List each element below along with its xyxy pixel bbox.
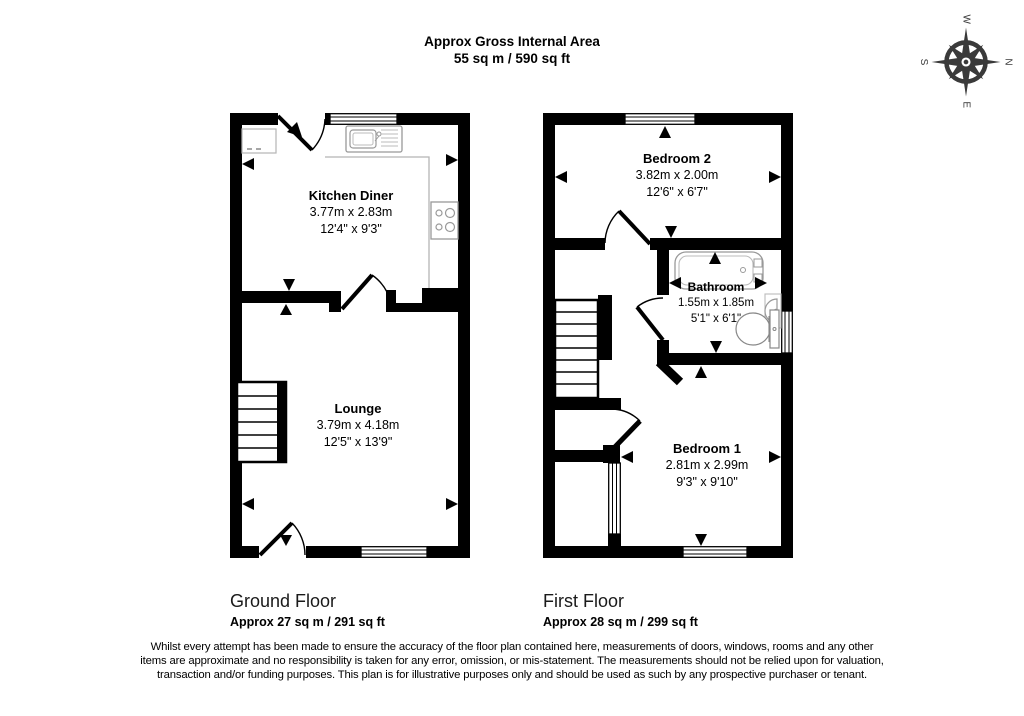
bedroom2-door bbox=[605, 211, 650, 244]
room-name: Kitchen Diner bbox=[308, 188, 394, 203]
room-imperial: 5'1" x 6'1" bbox=[690, 313, 742, 325]
lounge-label bbox=[248, 400, 468, 451]
room-name: Bedroom 1 bbox=[673, 441, 741, 456]
compass-rose-icon bbox=[916, 12, 1016, 112]
title-line2: 55 sq m / 590 sq ft bbox=[453, 50, 571, 66]
room-metric: 3.77m x 2.83m bbox=[309, 205, 393, 219]
ground-floor-drawing bbox=[230, 113, 470, 558]
first-floor-plan bbox=[543, 113, 793, 558]
bathroom-side-window bbox=[782, 311, 793, 353]
room-imperial: 12'4" x 9'3" bbox=[320, 222, 382, 236]
kitchen-sink bbox=[346, 126, 402, 152]
kitchen-worktop-unit bbox=[242, 129, 276, 153]
compass-south-label: S bbox=[917, 58, 929, 66]
bedroom1-rear-window bbox=[683, 547, 747, 558]
ground-floor-caption bbox=[230, 591, 385, 629]
room-name: Bedroom 2 bbox=[643, 151, 711, 166]
first-floor-stairs bbox=[555, 295, 612, 398]
entrance-door bbox=[278, 116, 325, 150]
compass-north-label: N bbox=[1002, 58, 1014, 66]
compass-west-label: W bbox=[960, 14, 972, 24]
bedroom2-label bbox=[567, 150, 787, 201]
disclaimer-text: Whilst every attempt has been made to ensure the accuracy of the floor plan contained here, measurements of doors, windows, rooms and any other items are approximate and no responsibility is taken for any error, omission, or mis-statement. The measurements should not be relied upon for valuation, transaction and/or funding purposes. This plan is for illustrative purposes only and should be used as such by any prospective purchaser or tenant. bbox=[140, 641, 884, 681]
floor-name: First Floor bbox=[543, 591, 624, 611]
lounge-window bbox=[361, 547, 427, 558]
page-title bbox=[0, 34, 1024, 67]
room-metric: 3.82m x 2.00m bbox=[635, 168, 719, 182]
kitchen-lounge-door bbox=[342, 275, 387, 309]
kitchen-window bbox=[330, 114, 397, 125]
floor-area: Approx 28 sq m / 299 sq ft bbox=[543, 615, 698, 629]
kitchen-diner-label bbox=[241, 187, 461, 238]
bathroom-label bbox=[656, 279, 776, 327]
bedroom2-window bbox=[625, 114, 695, 125]
room-name: Lounge bbox=[334, 401, 382, 416]
first-floor-caption bbox=[543, 591, 698, 629]
compass-hub-dot bbox=[964, 60, 969, 65]
room-metric: 2.81m x 2.99m bbox=[665, 458, 749, 472]
room-metric: 1.55m x 1.85m bbox=[677, 297, 755, 309]
bedroom1-label bbox=[597, 440, 817, 491]
compass-east-label: E bbox=[960, 101, 972, 109]
room-metric: 3.79m x 4.18m bbox=[316, 418, 400, 432]
title-line1: Approx Gross Internal Area bbox=[424, 34, 600, 49]
room-imperial: 12'6" x 6'7" bbox=[646, 185, 708, 199]
room-imperial: 9'3" x 9'10" bbox=[676, 475, 738, 489]
floor-area: Approx 27 sq m / 291 sq ft bbox=[230, 615, 385, 629]
room-name: Bathroom bbox=[687, 280, 745, 294]
ground-floor-walls bbox=[230, 113, 470, 558]
floor-name: Ground Floor bbox=[230, 591, 337, 611]
ground-floor-plan bbox=[230, 113, 470, 558]
room-imperial: 12'5" x 13'9" bbox=[323, 435, 393, 449]
